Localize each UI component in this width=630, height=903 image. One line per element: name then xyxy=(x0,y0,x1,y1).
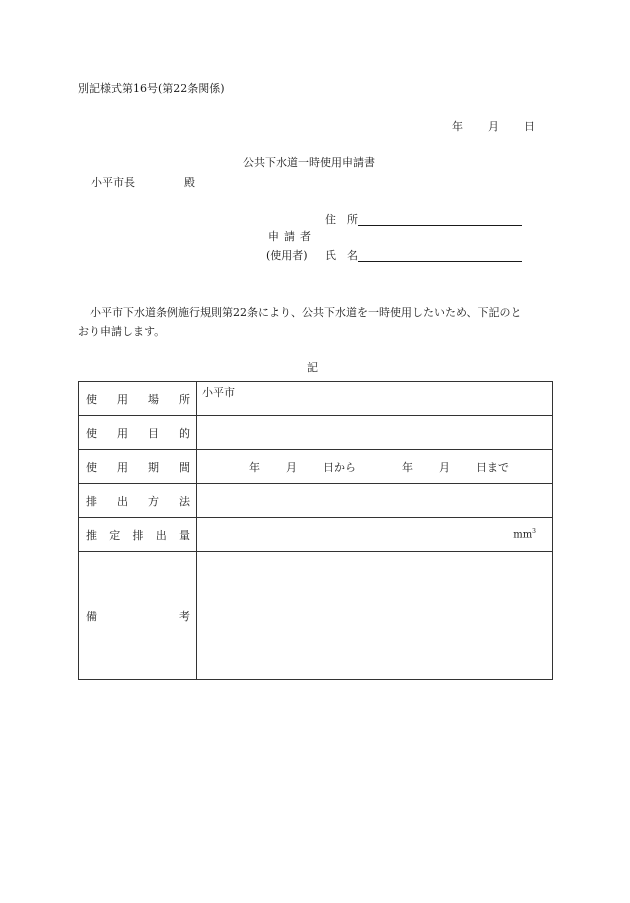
form-number: 別記様式第16号(第22条関係) xyxy=(78,82,225,95)
table-row xyxy=(79,518,553,552)
usage-purpose-field[interactable] xyxy=(197,416,553,450)
discharge-method-field[interactable] xyxy=(197,484,553,518)
user-label: (使用者) xyxy=(266,249,308,262)
period-year-1: 年 xyxy=(249,460,260,474)
address-label-2: 所 xyxy=(347,213,358,226)
table-row xyxy=(79,450,553,484)
document-title: 公共下水道一時使用申請書 xyxy=(243,156,375,169)
usage-place-field[interactable] xyxy=(197,382,553,416)
body-text-line-1: 小平市下水道条例施行規則第22条により、公共下水道を一時使用したいため、下記のと xyxy=(90,306,522,319)
address-label-1: 住 xyxy=(325,213,336,226)
body-text-line-2: おり申請します。 xyxy=(78,325,166,338)
usage-place-value: 小平市 xyxy=(202,386,235,399)
unit-cubic-millimeter: $mm^3$ xyxy=(513,528,536,541)
remarks-field[interactable] xyxy=(197,552,553,680)
label-usage-period: 使 用 期 間 xyxy=(79,450,197,484)
table-row xyxy=(79,552,553,680)
period-to: 日まで xyxy=(476,460,509,474)
date-day-label: 日 xyxy=(524,120,535,133)
label-discharge-method: 排 出 方 法 xyxy=(79,484,197,518)
usage-period-field[interactable] xyxy=(197,450,553,484)
name-underline xyxy=(358,261,522,262)
estimated-discharge-field[interactable] xyxy=(197,518,553,552)
application-details-table xyxy=(78,381,553,680)
applicant-label-1: 申 xyxy=(268,230,279,243)
table-row xyxy=(79,382,553,416)
label-estimated-discharge: 推 定 排 出 量 xyxy=(79,518,197,552)
applicant-label-2: 請 xyxy=(284,230,295,243)
date-year-label: 年 xyxy=(452,120,463,133)
date-month-label: 月 xyxy=(488,120,499,133)
period-month-1: 月 xyxy=(286,460,297,474)
period-month-2: 月 xyxy=(439,460,450,474)
period-year-2: 年 xyxy=(402,460,413,474)
address-underline xyxy=(358,225,522,226)
label-remarks: 備 考 xyxy=(79,552,197,680)
table-row xyxy=(79,416,553,450)
period-from: 日から xyxy=(323,460,356,474)
name-label-2: 名 xyxy=(347,249,358,262)
applicant-label-3: 者 xyxy=(300,230,311,243)
ki-heading: 記 xyxy=(307,361,318,374)
label-usage-purpose: 使 用 目 的 xyxy=(79,416,197,450)
addressee-honorific: 殿 xyxy=(184,176,195,189)
table-row xyxy=(79,484,553,518)
label-usage-place: 使 用 場 所 xyxy=(79,382,197,416)
addressee-name: 小平市長 xyxy=(91,176,135,189)
name-label-1: 氏 xyxy=(325,249,336,262)
